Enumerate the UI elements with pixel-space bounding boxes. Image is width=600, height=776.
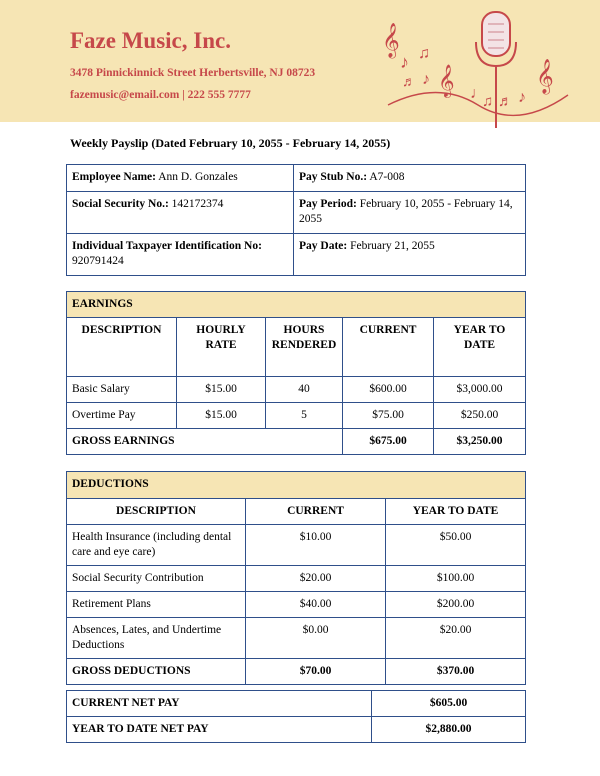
column-header: HOURS RENDERED bbox=[266, 318, 343, 377]
table-row bbox=[67, 377, 526, 403]
table-cell: $40.00 bbox=[246, 592, 386, 618]
table-row bbox=[67, 403, 526, 429]
svg-text:𝄞: 𝄞 bbox=[536, 60, 554, 93]
current-net-pay-label: CURRENT NET PAY bbox=[67, 691, 372, 717]
svg-text:♫: ♫ bbox=[482, 94, 494, 110]
music-notes-icon bbox=[382, 23, 568, 115]
table-row bbox=[67, 525, 526, 566]
pay-date-cell: Pay Date: February 21, 2055 bbox=[294, 234, 526, 276]
earnings-table bbox=[66, 291, 526, 455]
current-net-pay-value: $605.00 bbox=[372, 691, 526, 717]
ssn-cell: Social Security No.: 142172374 bbox=[67, 192, 294, 234]
table-cell: Overtime Pay bbox=[67, 403, 177, 429]
table-cell: $100.00 bbox=[386, 566, 526, 592]
table-cell: $15.00 bbox=[177, 403, 266, 429]
column-header: CURRENT bbox=[343, 318, 434, 377]
earnings-heading: EARNINGS bbox=[67, 292, 526, 318]
pay-stub-cell: Pay Stub No.: A7-008 bbox=[294, 165, 526, 192]
table-cell: $15.00 bbox=[177, 377, 266, 403]
table-cell: $20.00 bbox=[386, 618, 526, 659]
table-cell: Basic Salary bbox=[67, 377, 177, 403]
table-cell: Absences, Lates, and Undertime Deductions bbox=[67, 618, 246, 659]
table-cell: $10.00 bbox=[246, 525, 386, 566]
gross-deductions-current: $70.00 bbox=[246, 659, 386, 685]
table-cell: $600.00 bbox=[343, 377, 434, 403]
music-decoration bbox=[378, 10, 578, 128]
table-cell: Retirement Plans bbox=[67, 592, 246, 618]
deductions-table bbox=[66, 471, 526, 685]
gross-earnings-ytd: $3,250.00 bbox=[434, 429, 526, 455]
table-cell: 5 bbox=[266, 403, 343, 429]
svg-text:♬: ♬ bbox=[402, 75, 416, 90]
current-net-pay-row bbox=[67, 691, 526, 717]
table-cell: $0.00 bbox=[246, 618, 386, 659]
table-cell: $250.00 bbox=[434, 403, 526, 429]
svg-text:♪: ♪ bbox=[400, 52, 409, 72]
table-cell: $3,000.00 bbox=[434, 377, 526, 403]
letterhead bbox=[0, 0, 600, 122]
net-pay-table bbox=[66, 690, 526, 743]
gross-deductions-ytd: $370.00 bbox=[386, 659, 526, 685]
ytd-net-pay-row bbox=[67, 717, 526, 743]
gross-earnings-current: $675.00 bbox=[343, 429, 434, 455]
column-header: DESCRIPTION bbox=[67, 318, 177, 377]
gross-deductions-row bbox=[67, 659, 526, 685]
table-cell: 40 bbox=[266, 377, 343, 403]
table-cell: $50.00 bbox=[386, 525, 526, 566]
column-header: DESCRIPTION bbox=[67, 499, 246, 525]
svg-text:𝄞: 𝄞 bbox=[438, 66, 455, 97]
svg-text:♫: ♫ bbox=[418, 45, 430, 62]
table-row bbox=[67, 592, 526, 618]
svg-text:♪: ♪ bbox=[422, 71, 430, 88]
gross-earnings-row bbox=[67, 429, 526, 455]
column-header: HOURLY RATE bbox=[177, 318, 266, 377]
deductions-heading: DEDUCTIONS bbox=[67, 472, 526, 499]
table-cell: $20.00 bbox=[246, 566, 386, 592]
pay-period-cell: Pay Period: February 10, 2055 - February 14, 2055 bbox=[294, 192, 526, 234]
ytd-net-pay-value: $2,880.00 bbox=[372, 717, 526, 743]
svg-text:𝄞: 𝄞 bbox=[382, 24, 400, 57]
table-cell: $75.00 bbox=[343, 403, 434, 429]
gross-deductions-label: GROSS DEDUCTIONS bbox=[67, 659, 246, 685]
ytd-net-pay-label: YEAR TO DATE NET PAY bbox=[67, 717, 372, 743]
company-address: 3478 Pinnickinnick Street Herbertsville, NJ 08723 bbox=[70, 67, 316, 79]
svg-text:♬: ♬ bbox=[498, 94, 513, 110]
itin-cell: Individual Taxpayer Identification No: 920791424 bbox=[67, 234, 294, 276]
company-contact: fazemusic@email.com | 222 555 7777 bbox=[70, 89, 251, 101]
company-name: Faze Music, Inc. bbox=[70, 28, 231, 53]
table-cell: Health Insurance (including dental care and eye care) bbox=[67, 525, 246, 566]
gross-earnings-label: GROSS EARNINGS bbox=[67, 429, 343, 455]
column-header: YEAR TO DATE bbox=[434, 318, 526, 377]
microphone-icon bbox=[476, 12, 516, 128]
column-header: CURRENT bbox=[246, 499, 386, 525]
table-cell: $200.00 bbox=[386, 592, 526, 618]
svg-text:♪: ♪ bbox=[518, 89, 526, 106]
employee-info-table bbox=[66, 164, 526, 276]
payslip-title: Weekly Payslip (Dated February 10, 2055 - February 14, 2055) bbox=[70, 136, 391, 150]
table-row bbox=[67, 566, 526, 592]
table-row bbox=[67, 618, 526, 659]
svg-text:♩: ♩ bbox=[470, 85, 486, 102]
column-header: YEAR TO DATE bbox=[386, 499, 526, 525]
table-cell: Social Security Contribution bbox=[67, 566, 246, 592]
employee-name-cell: Employee Name: Ann D. Gonzales bbox=[67, 165, 294, 192]
